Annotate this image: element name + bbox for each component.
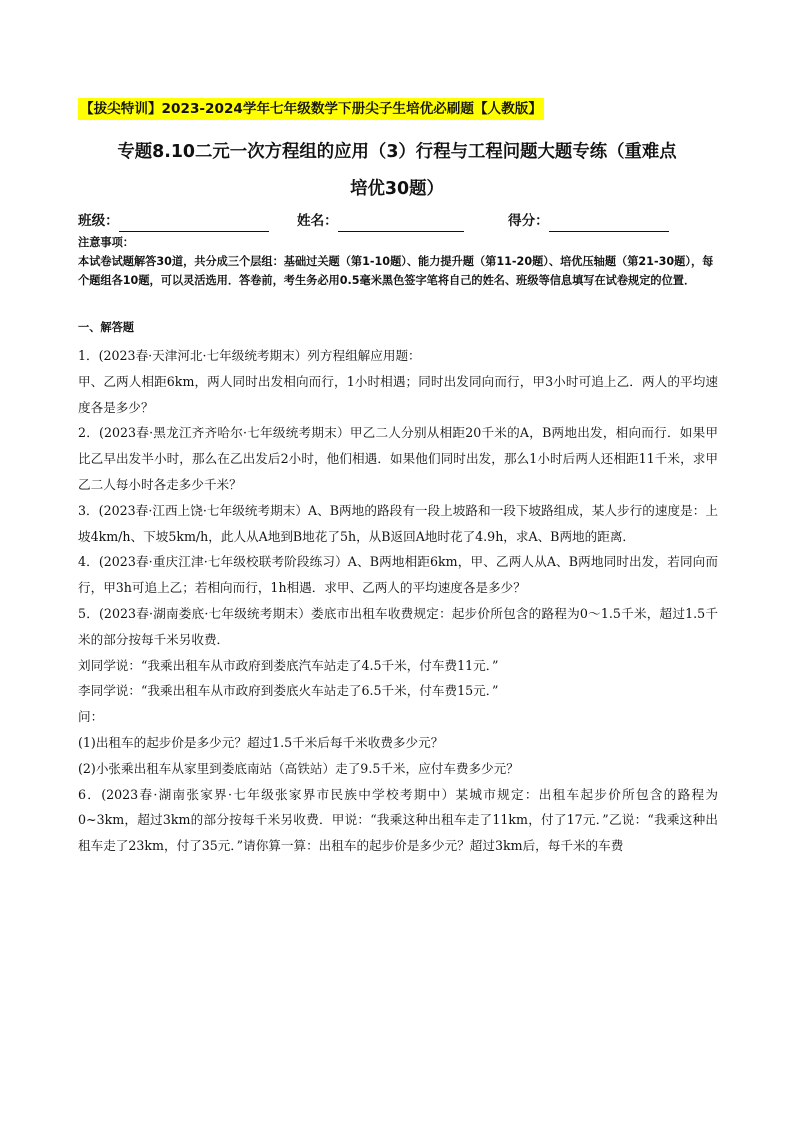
name-blank[interactable]	[338, 215, 464, 232]
question-line: 刘同学说：“我乘出租车从市政府到娄底汽车站走了4.5千米，付车费11元．”	[78, 657, 499, 673]
question-line: 问：	[78, 709, 104, 725]
question-line: 李同学说：“我乘出租车从市政府到娄底火车站走了6.5千米，付车费15元．”	[78, 683, 499, 699]
question-2	[78, 420, 718, 497]
question-line: 5．(2023春·湖南娄底·七年级统考期末）娄底市出租车收费规定：起步价所包含的路程为0～1.5千米，超过1.5千米的部分按每千米另收费．	[78, 605, 718, 647]
notice-heading: 注意事项：	[78, 236, 134, 249]
question-5	[78, 601, 718, 782]
question-line: 甲、乙两人相距6km，两人同时出发相向而行，1小时相遇；同时出发同向而行，甲3小时可追上乙．两人的平均速度各是多少？	[78, 373, 718, 415]
question-line: 2．(2023春·黑龙江齐齐哈尔·七年级统考期末）甲乙二人分别从相距20千米的A，B两地出发，相向而行．如果甲比乙早出发半小时，那么在乙出发后2小时，他们相遇．如果他们同时出发，那么1小时后两人还相距11千米，求甲乙二人每小时各走多少千米？	[78, 425, 718, 492]
class-label: 班级：	[78, 213, 119, 229]
question-line: (1)出租车的起步价是多少元？超过1.5千米后每千米收费多少元？	[78, 734, 444, 750]
question-1	[78, 343, 718, 420]
question-line: 3．(2023春·江西上饶·七年级统考期末）A、B两地的路段有一段上坡路和一段下坡路组成，某人步行的速度是：上坡4km/h、下坡5km/h，此人从A地到B地花了5h，从B返回A地时花了4.9h，求A、B两地的距离．	[78, 502, 718, 544]
section-title: 一、解答题	[78, 321, 134, 334]
page-title-line-2: 培优30题）	[350, 179, 444, 199]
question-4	[78, 549, 718, 601]
question-line: 1．(2023春·天津河北·七年级统考期末）列方程组解应用题：	[78, 348, 421, 363]
notice-block	[78, 233, 718, 290]
notice-text: 本试卷试题解答30道，共分成三个层组：基础过关题（第1-10题）、能力提升题（第11-20题）、培优压轴题（第21-30题），每个题组各10题，可以灵活选用．答卷前，考生务必用0.5毫米黑色签字笔将自己的姓名、班级等信息填写在试卷规定的位置．	[78, 255, 714, 287]
question-list	[78, 343, 718, 859]
score-field[interactable]	[508, 210, 669, 232]
class-blank[interactable]	[119, 215, 269, 232]
series-header-tag: 【拔尖特训】2023-2024学年七年级数学下册尖子生培优必刷题【人教版】	[78, 98, 544, 120]
question-line: (2)小张乘出租车从家里到娄底南站（高铁站）走了9.5千米，应付车费多少元？	[78, 760, 519, 776]
page-title-line-1: 专题8.10二元一次方程组的应用（3）行程与工程问题大题专练（重难点	[117, 142, 677, 162]
class-field[interactable]	[78, 210, 269, 232]
question-3	[78, 498, 718, 550]
score-label: 得分：	[508, 213, 549, 229]
name-label: 姓名：	[297, 213, 338, 229]
question-line: 4．(2023春·重庆江津·七年级校联考阶段练习）A、B两地相距6km，甲、乙两人从A、B两地同时出发，若同向而行，甲3h可追上乙；若相向而行，1h相遇．求甲、乙两人的平均速度各是多少？	[78, 554, 718, 596]
question-line: 6．(2023春·湖南张家界·七年级张家界市民族中学校考期中）某城市规定：出租车起步价所包含的路程为0~3km，超过3km的部分按每千米另收费．甲说：“我乘这种出租车走了11km，付了17元．”乙说：“我乘这种出租车走了23km，付了35元．”请你算一算：出租车的起步价是多少元？超过3km后，每千米的车费	[78, 786, 718, 854]
question-6	[78, 782, 718, 859]
name-field[interactable]	[297, 210, 464, 232]
score-blank[interactable]	[549, 215, 669, 232]
